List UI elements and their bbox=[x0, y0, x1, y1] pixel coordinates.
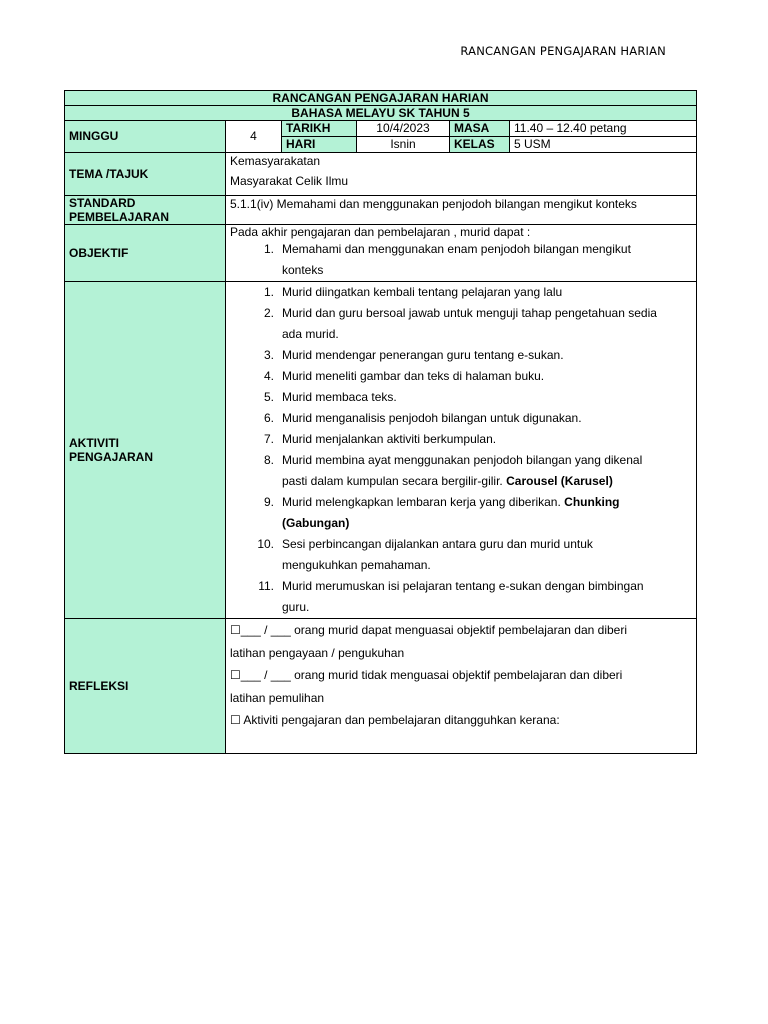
refleksi-label: REFLEKSI bbox=[65, 619, 226, 754]
aktiviti-content bbox=[226, 282, 697, 619]
hari-value: Isnin bbox=[357, 137, 450, 153]
list-item: 1. Memahami dan menggunakan enam penjodoh bilangan mengikut konteks bbox=[263, 242, 631, 277]
list-item: 4. Murid meneliti gambar dan teks di halaman buku. bbox=[263, 369, 545, 383]
refleksi-line: latihan pengayaan / pengukuhan bbox=[230, 645, 405, 660]
standard-label-line-2: PEMBELAJARAN bbox=[69, 210, 170, 224]
objektif-intro: Pada akhir pengajaran dan pembelajaran , murid dapat : bbox=[230, 225, 531, 239]
list-item: 8. Murid membina ayat menggunakan penjodoh bilangan yang dikenal pasti dalam kumpulan secara bergilir-gilir. Carousel (Karusel) bbox=[263, 453, 643, 488]
masa-value: 11.40 – 12.40 petang bbox=[510, 121, 697, 137]
tarikh-label: TARIKH bbox=[282, 121, 357, 137]
aktiviti-label-line-2: PENGAJARAN bbox=[69, 450, 154, 464]
refleksi-line: ☐___ / ___ orang murid dapat menguasai objektif pembelajaran dan diberi bbox=[230, 623, 628, 637]
list-item: 11. Murid merumuskan isi pelajaran tentang e-sukan dengan bimbingan guru. bbox=[258, 579, 644, 614]
hari-label: HARI bbox=[282, 137, 357, 153]
aktiviti-list bbox=[230, 282, 692, 618]
list-item: 3. Murid mendengar penerangan guru tentang e-sukan. bbox=[263, 348, 564, 362]
list-item: 9. Murid melengkapkan lembaran kerja yang diberikan. Chunking (Gabungan) bbox=[263, 495, 620, 530]
standard-value: 5.1.1(iv) Memahami dan menggunakan penjodoh bilangan mengikut konteks bbox=[226, 196, 697, 225]
objektif-content bbox=[226, 225, 697, 282]
minggu-value: 4 bbox=[226, 121, 282, 153]
tema-value bbox=[226, 153, 697, 196]
kelas-value: 5 USM bbox=[510, 137, 697, 153]
lesson-plan-table bbox=[64, 90, 697, 754]
standard-label-line-1: STANDARD bbox=[69, 196, 136, 210]
list-item: 1. Murid diingatkan kembali tentang pelajaran yang lalu bbox=[263, 285, 563, 299]
refleksi-content bbox=[226, 619, 697, 754]
refleksi-line: ☐___ / ___ orang murid tidak menguasai objektif pembelajaran dan diberi bbox=[230, 668, 623, 682]
list-item: 10. Sesi perbincangan dijalankan antara guru dan murid untuk mengukuhkan pemahaman. bbox=[257, 537, 593, 572]
tarikh-value: 10/4/2023 bbox=[357, 121, 450, 137]
standard-label bbox=[65, 196, 226, 225]
kelas-label: KELAS bbox=[450, 137, 510, 153]
tema-line-1: Kemasyarakatan bbox=[230, 154, 321, 168]
list-item: 5. Murid membaca teks. bbox=[263, 390, 397, 404]
objektif-label: OBJEKTIF bbox=[65, 225, 226, 282]
table-title: RANCANGAN PENGAJARAN HARIAN bbox=[65, 91, 697, 106]
page-header: RANCANGAN PENGAJARAN HARIAN bbox=[460, 44, 666, 58]
aktiviti-label-line-1: AKTIVITI bbox=[69, 436, 119, 450]
list-item: 7. Murid menjalankan aktiviti berkumpulan. bbox=[263, 432, 497, 446]
refleksi-line: latihan pemulihan bbox=[230, 690, 325, 705]
tema-label: TEMA /TAJUK bbox=[65, 153, 226, 196]
tema-line-2: Masyarakat Celik Ilmu bbox=[230, 174, 349, 188]
aktiviti-label bbox=[65, 282, 226, 619]
list-item: 6. Murid menganalisis penjodoh bilangan untuk digunakan. bbox=[263, 411, 582, 425]
list-item: 2. Murid dan guru bersoal jawab untuk menguji tahap pengetahuan sedia ada murid. bbox=[263, 306, 657, 341]
masa-label: MASA bbox=[450, 121, 510, 137]
refleksi-line: ☐ Aktiviti pengajaran dan pembelajaran ditangguhkan kerana: bbox=[230, 713, 560, 727]
objektif-list bbox=[230, 239, 692, 281]
table-subtitle: BAHASA MELAYU SK TAHUN 5 bbox=[65, 106, 697, 121]
minggu-label: MINGGU bbox=[65, 121, 226, 153]
